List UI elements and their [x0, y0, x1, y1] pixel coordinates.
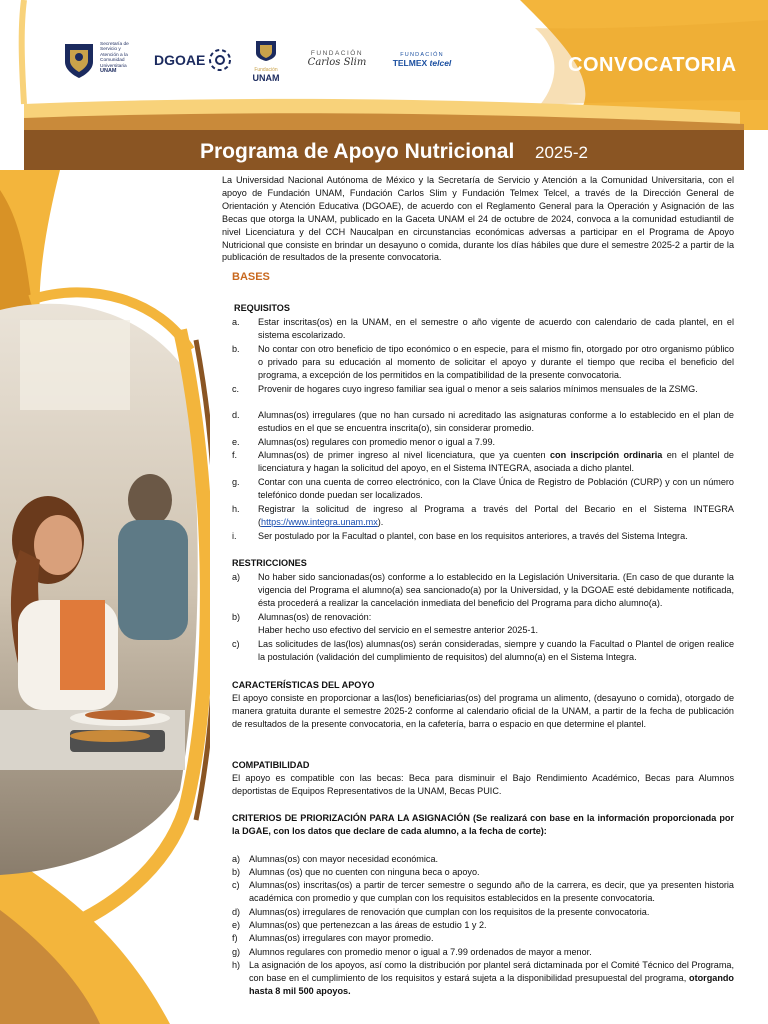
list-text: Alumnas(os) irregulares con mayor promedio. [249, 933, 434, 943]
list-marker: a) [232, 854, 241, 864]
list-marker: c. [232, 384, 240, 394]
list-item [232, 638, 734, 664]
text-run: en el plantel de licenciatura y hagan la solicitud del apoyo, en el Sistema INTEGRA, asociada a dicho plantel. [258, 450, 734, 473]
list-marker: g. [232, 477, 240, 487]
list-text: Alumnas(os) irregulares de renovación que cumplan con los requisitos de la presente convocatoria. [249, 907, 650, 917]
list-marker: d. [232, 410, 240, 420]
list-text: Alumnos regulares con promedio menor o igual a 7.99 ordenados de mayor a menor. [249, 947, 592, 957]
list-item [232, 530, 734, 543]
list-item [232, 476, 734, 502]
list-item [232, 571, 734, 611]
criterios-heading: CRITERIOS DE PRIORIZACIÓN PARA LA ASIGNACIÓN (Se realizará con base en la información proporcionada por la DGAE, con los datos que declare de cada alumno, a la fecha de corte): [232, 813, 734, 836]
list-item [232, 383, 734, 409]
list-text: Provenir de hogares cuyo ingreso familiar sea igual o menor a seis salarios mínimos mensuales de la ZSMG. [258, 384, 698, 394]
list-text: Alumnas(os) regulares con promedio menor o igual a 7.99. [258, 437, 496, 447]
secretaria-line: Atención a la [100, 52, 128, 58]
fundacion-unam-top: Fundación [254, 67, 278, 73]
fundacion-telmex-logo [382, 52, 462, 78]
text-run: La asignación de los apoyos, así como la distribución por plantel será dictaminada por el Comité Técnico del Programa, con base en el cumplimiento de los requisitos y estará sujeta a la disponibilidad presupuestal del programa, [249, 960, 734, 983]
list-marker: a) [232, 572, 241, 582]
list-text: Ser postulado por la Facultad o plantel, con base en los requisitos anteriores, a través del Sistema Integra. [258, 531, 688, 541]
list-text [258, 611, 734, 637]
list-item [232, 946, 734, 959]
list-item [232, 436, 734, 449]
list-text: Alumnas(os) irregulares (que no han cursado ni acreditado las asignaturas conforme a lo establecido en el plan de estudios en el que se encuentra inscrita(o), sin considerar promedio. [258, 410, 734, 433]
list-marker: f) [232, 933, 238, 943]
fundacion-carlos-slim-logo [302, 50, 372, 76]
list-text [258, 449, 734, 475]
fundacion-unam-seal-icon [254, 40, 278, 62]
list-text: Las solicitudes de las(los) alumnas(os) serán consideradas, siempre y cuando la Facultad o Plantel de origen realice la postulación (validación del cumplimiento de requisitos) del alumno(a) en el Sistema Integra. [258, 639, 734, 662]
list-text: No haber sido sancionadas(os) conforme a lo establecido en la Legislación Universitaria. (En caso de que durante la vigencia del Programa el alumno(a) sea sancionado(a) por la Universidad, y la DGOAE esté debidamente notificada, ésta procederá a realizar la cancelación inmediata del beneficio del Programa para dicho alumno(a). [258, 572, 734, 608]
text-run-bold: otorgando hasta 8 mil 500 apoyos. [249, 972, 734, 996]
list-item [232, 906, 734, 919]
intro-paragraph: La Universidad Nacional Autónoma de México y la Secretaría de Servicio y Atención a la Comunidad Universitaria, con el apoyo de Fundación UNAM, Fundación Carlos Slim y Fundación Telmex Telcel, a través de la Dirección General de Orientación y Atención Educativa (DGOAE), de acuerdo con el Reglamento General para la Operación y Asignación de las Becas que otorga la UNAM, publicado en la Gaceta UNAM el 24 de octubre de 2024, convoca a la comunidad estudiantil de nivel Licenciatura y del CCH Naucalpan en circunstancias económicas adversas a participar en el Programa de Apoyo Nutricional que consiste en brindar un desayuno o comida, durante los días hábiles que dure el semestre 2025-2 a partir de la publicación de resultados de la presente convocatoria. [222, 175, 734, 263]
dgoae-text: DGOAE [154, 52, 206, 68]
list-marker: c) [232, 880, 240, 890]
unam-logo-group [62, 42, 142, 82]
secretaria-line: Secretaría de [100, 42, 129, 47]
list-item [232, 343, 734, 383]
list-marker: d) [232, 907, 241, 917]
text-run: Registrar la solicitud de ingreso al Programa a través del Portal del Becario en el Sistema INTEGRA ( [258, 504, 734, 527]
bases-heading: BASES [232, 271, 270, 283]
list-item [232, 853, 734, 866]
text-run: Alumnas(os) de primer ingreso al nivel licenciatura, que ya cuenten [258, 450, 550, 460]
compatibilidad-heading: COMPATIBILIDAD [232, 760, 310, 770]
list-marker: h. [232, 504, 240, 514]
list-marker: h) [232, 960, 241, 970]
list-marker: g) [232, 947, 241, 957]
list-marker: a. [232, 317, 240, 327]
list-marker: b) [232, 867, 241, 877]
fundacion-carlos-slim-top: FUNDACIÓN [310, 50, 364, 57]
fundacion-telmex-right: telcel [429, 58, 452, 68]
list-text: No contar con otro beneficio de tipo económico o en especie, para el mismo fin, otorgado por otro organismo público o privado para su educación al momento de solicitar el apoyo y durante el tiempo que reciba el beneficio del programa, a excepción de los permitidos en la compatibilidad de la presente convocatoria. [258, 344, 734, 380]
list-item [232, 879, 734, 905]
list-text: Alumnas(os) con mayor necesidad económica. [249, 854, 439, 864]
fundacion-unam-bottom: UNAM [252, 73, 280, 83]
integra-link[interactable]: https://www.integra.unam.mx [261, 516, 378, 527]
text-run: Alumnas(os) de renovación: [258, 612, 372, 622]
list-item [232, 316, 734, 342]
fundacion-carlos-slim-bottom: Carlos Slim [307, 57, 367, 68]
compatibilidad-text: El apoyo es compatible con las becas: Beca para disminuir el Bajo Rendimiento Académico, Becas para Alumnos deportistas de Equipos Representativos de la UNAM, Becas PUIC. [232, 773, 734, 796]
text-run: ). [377, 516, 384, 527]
list-item [232, 409, 734, 435]
secretaria-line: Universitaria [100, 63, 127, 69]
convocatoria-label: CONVOCATORIA [568, 54, 737, 76]
dgoae-swirl-icon [206, 46, 234, 74]
restricciones-heading: RESTRICCIONES [232, 558, 307, 568]
list-marker: e) [232, 920, 241, 930]
list-text: Alumnas(os) que pertenezcan a las áreas de estudio 1 y 2. [249, 920, 487, 930]
unam-seal-icon [62, 42, 96, 80]
list-text: Alumnas (os) que no cuenten con ninguna beca o apoyo. [249, 867, 480, 877]
dgoae-logo [154, 50, 234, 80]
list-text [249, 959, 734, 998]
text-run: Haber hecho uso efectivo del servicio en el semestre anterior 2025-1. [258, 624, 539, 635]
fundacion-telmex-left: TELMEX [392, 58, 428, 68]
decorative-photo-panel [0, 170, 210, 1024]
list-item [232, 959, 734, 999]
list-item [232, 611, 734, 637]
fundacion-unam-logo [246, 40, 286, 82]
list-marker: c) [232, 639, 240, 649]
text-run-bold: con inscripción ordinaria [550, 450, 663, 460]
list-text: Estar inscritas(os) en la UNAM, en el semestre o año vigente de acuerdo con calendario de cada plantel, en el sistema escolarizado. [258, 317, 734, 340]
list-marker: e. [232, 437, 240, 447]
requisitos-heading: REQUISITOS [234, 303, 290, 313]
list-item [232, 449, 734, 475]
page-title: Programa de Apoyo Nutricional [200, 140, 515, 163]
list-item [232, 866, 734, 879]
secretaria-line: Comunidad [100, 58, 125, 64]
caracteristicas-heading: CARACTERÍSTICAS DEL APOYO [232, 680, 375, 690]
caracteristicas-text: El apoyo consiste en proporcionar a las(los) beneficiarias(os) del programa un alimento, (desayuno o comida), otorgado de manera gratuita durante el semestre 2025-2 conforme al calendario oficial de la UNAM, a partir de la fecha de publicación de resultados de la presente convocatoria, en la cafetería, barra o espacio en que determine el plantel. [232, 693, 734, 729]
list-text: Contar con una cuenta de correo electrónico, con la Clave Única de Registro de Población (CURP) y con un número telefónico donde puedan ser localizados. [258, 477, 734, 500]
secretaria-line: Servicio y [100, 47, 121, 53]
list-item [232, 503, 734, 529]
list-text: Alumnas(os) inscritas(os) a partir de tercer semestre o segundo año de la carrera, es decir, que ya presenten historia académica con promedio y que cumplan con los requisitos establecidos en la presente convocatoria. [249, 880, 734, 903]
list-item [232, 932, 734, 945]
list-marker: f. [232, 450, 238, 460]
list-marker: b. [232, 344, 240, 354]
list-marker: b) [232, 612, 241, 622]
list-text [258, 503, 734, 529]
list-marker: i. [232, 531, 237, 541]
unam-label: UNAM [100, 68, 117, 75]
page-title-year: 2025-2 [535, 143, 588, 162]
list-item [232, 919, 734, 932]
fundacion-telmex-top: FUNDACIÓN [400, 52, 444, 58]
